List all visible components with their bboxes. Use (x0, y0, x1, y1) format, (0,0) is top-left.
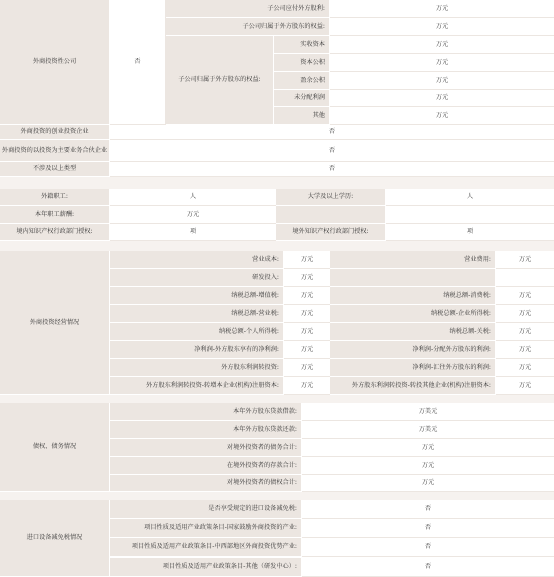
operations-right-label: 纳税总额-企业所得税: (330, 305, 496, 323)
operations-right-label: 净利润-汇往外方股东的利润: (330, 359, 496, 377)
vc-enterprise-label: 外商投资的创业投资企业 (0, 125, 110, 140)
import-equipment-row-label: 项目性质及适用产业政策条目-中西部地区外商投资优势产业: (110, 538, 302, 557)
not-applicable-label: 不涉及以上类型 (0, 162, 110, 177)
ip-domestic-value: 项 (110, 224, 276, 241)
operations-left-value: 万元 (284, 269, 330, 287)
operations-right-label: 纳税总额-关税: (330, 323, 496, 341)
sub-label-accounts-payable: 子公司应付外方股利: (166, 0, 330, 18)
ip-foreign-value: 项 (386, 224, 554, 241)
operations-right-value: 万元 (496, 377, 554, 395)
sub-label-equity: 子公司归属于外方股东的权益: (166, 18, 330, 36)
import-equipment-row-label: 是否享受规定的进口设备减免税: (110, 500, 302, 519)
salary-filler-value (386, 206, 554, 224)
debt-row-label: 在境外投资者的存款合计: (110, 457, 302, 475)
operations-left-value: 万元 (284, 323, 330, 341)
salary-label: 本年职工薪酬: (0, 206, 110, 224)
ip-foreign-label: 境外知识产权行政部门授权: (276, 224, 386, 241)
operations-left-value: 万元 (284, 305, 330, 323)
salary-filler (276, 206, 386, 224)
debt-row-value: 万元 (302, 475, 554, 492)
operations-right-label: 营业费用: (330, 251, 496, 269)
equity-item-surplus-reserve: 盈余公积 (274, 72, 330, 90)
foreign-staff-label: 外籍职工: (0, 189, 110, 206)
debt-row-value: 万美元 (302, 403, 554, 421)
operations-left-label: 净利润-外方股东享有的净利润: (110, 341, 284, 359)
section-spacer (0, 241, 554, 251)
operations-left-value: 万元 (284, 341, 330, 359)
operations-right-value: 万元 (496, 251, 554, 269)
operations-right-value: 万元 (496, 287, 554, 305)
operations-left-label: 外方股东利润转投资-转增本企业(机构)注册资本: (110, 377, 284, 395)
operations-right-label: 纳税总额-消费税: (330, 287, 496, 305)
operations-right-value: 万元 (496, 323, 554, 341)
operations-left-label: 纳税总额-增值税: (110, 287, 284, 305)
operations-right-label: 净利润-分配外方股东的利润: (330, 341, 496, 359)
equity-group-label: 子公司归属于外方股东的权益: (166, 36, 274, 125)
equity-value-capital-reserve: 万元 (330, 54, 554, 72)
equity-value-other: 万元 (330, 107, 554, 125)
operations-right-value: 万元 (496, 341, 554, 359)
equity-value-paid-in-capital: 万元 (330, 36, 554, 54)
foreign-investment-company-value: 否 (110, 0, 166, 125)
operations-section-label: 外商投资经营情况 (0, 251, 110, 395)
debt-row-label: 对境外投资者的债务合计: (110, 439, 302, 457)
not-applicable-value: 否 (110, 162, 554, 177)
partnership-label: 外商投资的以投资为主要业务合伙企业 (0, 140, 110, 162)
operations-right-label (330, 269, 496, 287)
section-spacer (0, 395, 554, 403)
operations-left-value: 万元 (284, 287, 330, 305)
equity-value-surplus-reserve: 万元 (330, 72, 554, 90)
salary-value: 万元 (110, 206, 276, 224)
operations-left-value: 万元 (284, 377, 330, 395)
equity-item-other: 其他 (274, 107, 330, 125)
equity-item-undistributed-profit: 未分配利润 (274, 90, 330, 107)
section-spacer (0, 492, 554, 500)
operations-right-label: 外方股东利润转投资-转投其他企业(机构)注册资本: (330, 377, 496, 395)
vc-enterprise-value: 否 (110, 125, 554, 140)
ip-domestic-label: 境内知识产权行政部门授权: (0, 224, 110, 241)
operations-left-label: 研发投入: (110, 269, 284, 287)
debt-row-label: 本年外方股东贷款还款: (110, 421, 302, 439)
operations-left-label: 纳税总额-个人所得税: (110, 323, 284, 341)
equity-item-paid-in-capital: 实收资本 (274, 36, 330, 54)
degree-value: 人 (386, 189, 554, 206)
debt-row-value: 万元 (302, 457, 554, 475)
operations-left-label: 纳税总额-营业税: (110, 305, 284, 323)
debt-row-value: 万元 (302, 439, 554, 457)
sub-value-equity: 万元 (330, 18, 554, 36)
operations-left-value: 万元 (284, 251, 330, 269)
import-equipment-row-label: 项目性质及适用产业政策条目-其他（研发中心）: (110, 558, 302, 577)
section-spacer (0, 177, 554, 189)
debt-row-label: 对境外投资者的债权合计: (110, 475, 302, 492)
import-equipment-section-label: 进口设备减免税情况 (0, 500, 110, 577)
debt-row-label: 本年外方股东贷款借款: (110, 403, 302, 421)
foreign-investment-company-label: 外商投资性公司 (0, 0, 110, 125)
equity-item-capital-reserve: 资本公积 (274, 54, 330, 72)
operations-left-label: 外方股东利润转投资: (110, 359, 284, 377)
debt-row-value: 万美元 (302, 421, 554, 439)
foreign-staff-value: 人 (110, 189, 276, 206)
debt-section-label: 债权、债务情况 (0, 403, 110, 492)
import-equipment-row-value: 否 (302, 558, 554, 577)
partnership-value: 否 (110, 140, 554, 162)
degree-label: 大学及以上学历: (276, 189, 386, 206)
sub-value-accounts-payable: 万元 (330, 0, 554, 18)
operations-left-label: 营业成本: (110, 251, 284, 269)
equity-value-undistributed-profit: 万元 (330, 90, 554, 107)
import-equipment-row-value: 否 (302, 519, 554, 538)
operations-right-value (496, 269, 554, 287)
import-equipment-row-value: 否 (302, 538, 554, 557)
operations-left-value: 万元 (284, 359, 330, 377)
operations-right-value: 万元 (496, 359, 554, 377)
import-equipment-row-label: 项目性质及适用产业政策条目-国家鼓励外商投资的产业: (110, 519, 302, 538)
import-equipment-row-value: 否 (302, 500, 554, 519)
operations-right-value: 万元 (496, 305, 554, 323)
